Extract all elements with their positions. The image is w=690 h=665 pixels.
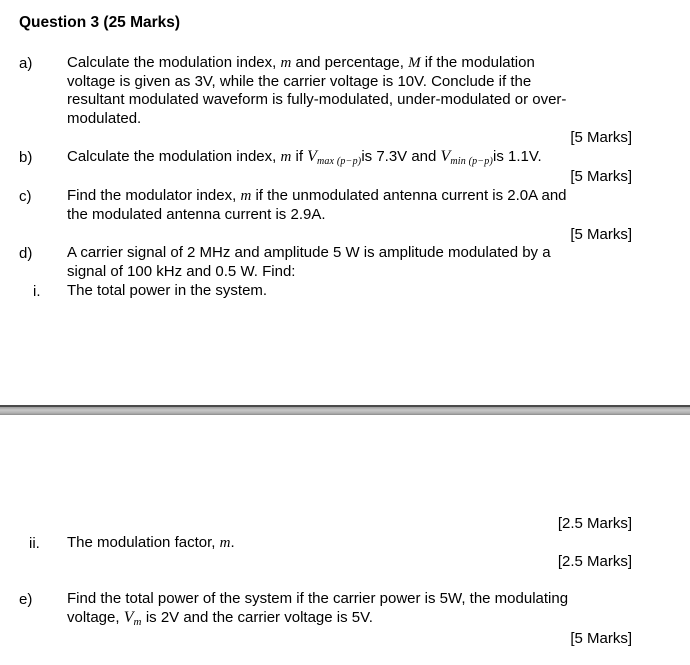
part-a-text (67, 54, 633, 128)
part-b-mid1: if (291, 148, 308, 165)
part-d-line-1: A carrier signal of 2 MHz and amplitude 5 W is amplitude modulated by a (67, 244, 551, 261)
part-a-marks: [5 Marks] (570, 129, 632, 146)
symbol-v-m: V (123, 608, 134, 626)
question-title: Question 3 (25 Marks) (19, 14, 181, 31)
part-d-line-2: signal of 100 kHz and 0.5 W. Find: (67, 262, 296, 280)
part-c-label: c) (19, 188, 32, 205)
subscript-max-pp: max (p−p) (316, 156, 362, 167)
part-c-line-1: Find the modulator index, m if the unmodulated antenna current is 2.0A and (67, 187, 567, 204)
page-break-band (0, 405, 690, 415)
part-e-line-1: Find the total power of the system if the carrier power is 5W, the modulating (67, 590, 569, 607)
subscript-min-pp: min (p−p) (450, 156, 494, 167)
part-e-label: e) (19, 591, 33, 608)
symbol-m: m (240, 188, 252, 204)
part-c-text (67, 187, 567, 224)
part-a-line-1: Calculate the modulation index, m and percentage, M if the modulation (67, 54, 535, 71)
part-b-text (67, 148, 542, 169)
part-b-label: b) (19, 149, 33, 166)
part-d-text (67, 244, 551, 281)
part-a-line-2: voltage is given as 3V, while the carrier voltage is 10V. Conclude if the (67, 72, 532, 90)
part-d-ii-text (67, 534, 235, 553)
symbol-v-max: V (307, 148, 317, 165)
part-d-i-text: The total power in the system. (67, 282, 268, 299)
part-b-pre: Calculate the modulation index, (67, 148, 281, 165)
symbol-m: m (280, 149, 292, 165)
part-b-mid2: is 7.3V and (361, 148, 441, 165)
part-c-marks: [5 Marks] (570, 226, 632, 243)
symbol-v-min: V (440, 148, 451, 165)
part-e-marks: [5 Marks] (570, 630, 632, 647)
symbol-M: M (408, 55, 421, 71)
part-d-ii-marks: [2.5 Marks] (557, 553, 632, 570)
part-a-line-3: resultant modulated waveform is fully-modulated, under-modulated or over- (67, 91, 567, 108)
symbol-m: m (219, 535, 231, 551)
part-d-ii-pre: The modulation factor, (67, 534, 220, 551)
part-e-text (67, 590, 568, 628)
part-e-post2: is 2V and the carrier voltage is 5V. (141, 608, 373, 626)
part-a-line-4: modulated. (67, 109, 142, 127)
part-b-marks: [5 Marks] (570, 168, 632, 185)
part-b-post: is 1.1V. (493, 148, 542, 165)
part-a-label: a) (19, 55, 33, 72)
part-d-ii-end: . (230, 534, 235, 551)
part-c-line-2: the modulated antenna current is 2.9A. (67, 205, 326, 223)
subscript-m: m (133, 615, 142, 628)
part-e-line-2 (67, 609, 568, 629)
part-d-i-marks: [2.5 Marks] (557, 515, 632, 532)
part-e-pre2: voltage, (67, 608, 124, 626)
symbol-m: m (280, 55, 292, 71)
part-d-i-label: i. (33, 283, 41, 300)
part-d-ii-label: ii. (29, 535, 40, 552)
part-d-label: d) (19, 245, 33, 262)
